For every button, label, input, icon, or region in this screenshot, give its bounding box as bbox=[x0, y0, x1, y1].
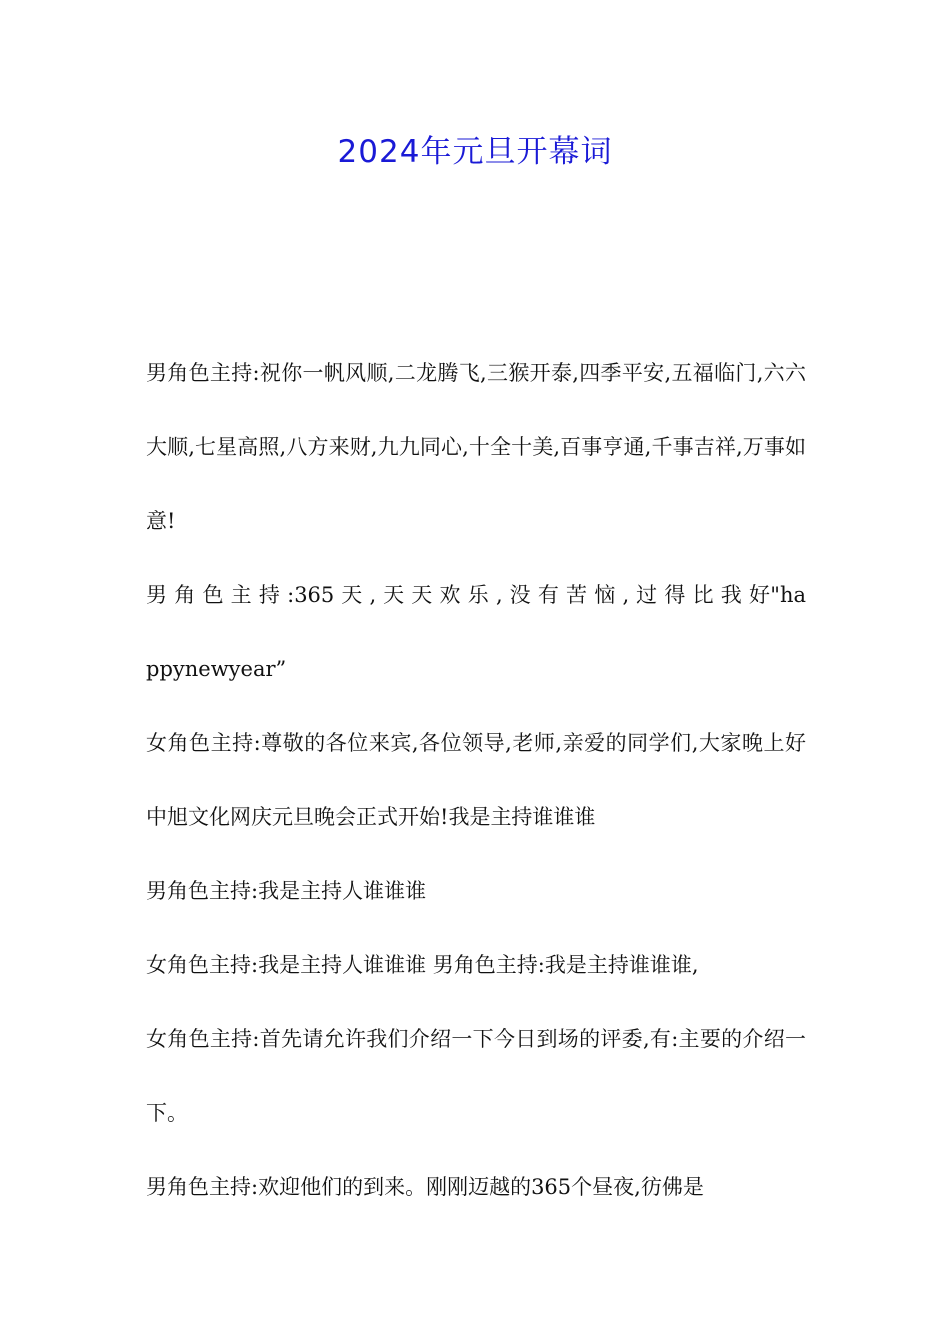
paragraph-7: 男角色主持:欢迎他们的到来。刚刚迈越的365个昼夜,彷佛是 bbox=[146, 1175, 704, 1199]
paragraph-2: 男 角 色 主 持 :365 天 , 天 天 欢 乐 , 没 有 苦 恼 , 过 得 比 我 好"happynewyear” bbox=[146, 583, 806, 681]
paragraph-4: 男角色主持:我是主持人谁谁谁 bbox=[146, 879, 427, 903]
paragraph-5: 女角色主持:我是主持人谁谁谁 男角色主持:我是主持谁谁谁, bbox=[146, 953, 699, 977]
paragraph-3: 女角色主持:尊敬的各位来宾,各位领导,老师,亲爱的同学们,大家晚上好中旭文化网庆元旦晚会正式开始!我是主持谁谁谁 bbox=[146, 731, 806, 829]
paragraph-6: 女角色主持:首先请允许我们介绍一下今日到场的评委,有:主要的介绍一下。 bbox=[146, 1027, 806, 1125]
document-title: 2024年元旦开幕词 bbox=[337, 134, 613, 170]
document-body bbox=[146, 336, 806, 1224]
paragraph-1: 男角色主持:祝你一帆风顺,二龙腾飞,三猴开泰,四季平安,五福临门,六六大顺,七星高照,八方来财,九九同心,十全十美,百事亨通,千事吉祥,万事如意! bbox=[146, 361, 806, 533]
